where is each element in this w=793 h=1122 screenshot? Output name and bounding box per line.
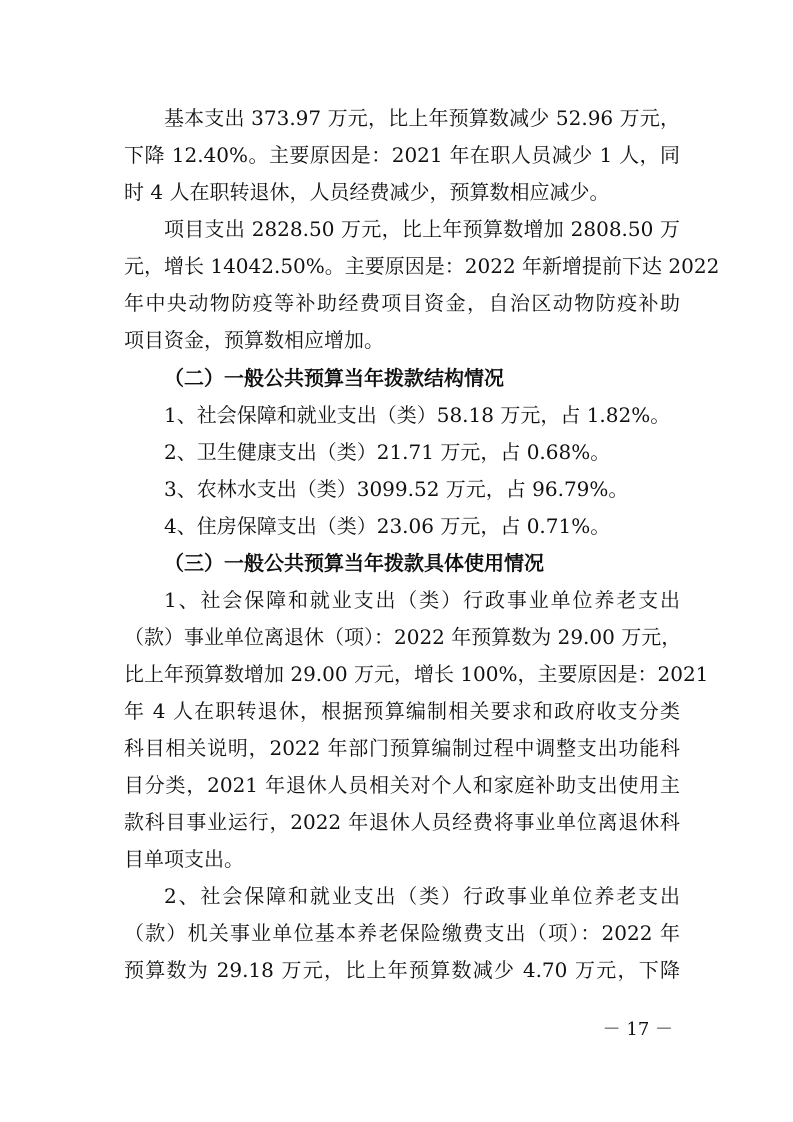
paragraph-line: 科目相关说明，2022 年部门预算编制过程中调整支出功能科 [124,736,680,760]
paragraph-line: 比上年预算数增加 29.00 万元，增长 100%，主要原因是：2021 [124,662,709,686]
paragraph-line: （款）事业单位离退休（项）：2022 年预算数为 29.00 万元， [124,625,682,649]
paragraph-line: 时 4 人在职转退休，人员经费减少，预算数相应减少。 [124,180,610,204]
paragraph-line: 目单项支出。 [124,847,244,871]
paragraph-line: 款科目事业运行，2022 年退休人员经费将事业单位离退休科 [124,810,680,834]
list-item: 2、卫生健康支出（类）21.71 万元，占 0.68%。 [164,440,611,464]
paragraph-line: 2、社会保障和就业支出（类）行政事业单位养老支出 [164,884,680,908]
paragraph-line: 项目资金，预算数相应增加。 [124,328,384,352]
paragraph-line: 预算数为 29.18 万元，比上年预算数减少 4.70 万元，下降 [124,958,680,982]
list-item: 1、社会保障和就业支出（类）58.18 万元，占 1.82%。 [164,403,671,427]
section-heading: （三）一般公共预算当年拨款具体使用情况 [164,551,544,575]
paragraph-line: （款）机关事业单位基本养老保险缴费支出（项）：2022 年 [124,921,680,945]
paragraph-line: 基本支出 373.97 万元，比上年预算数减少 52.96 万元， [164,106,680,130]
paragraph-line: 1、社会保障和就业支出（类）行政事业单位养老支出 [164,588,680,612]
paragraph-line: 元，增长 14042.50%。主要原因是：2022 年新增提前下达 2022 [124,254,720,278]
paragraph-line: 项目支出 2828.50 万元，比上年预算数增加 2808.50 万 [164,217,680,241]
paragraph-line: 年中央动物防疫等补助经费项目资金，自治区动物防疫补助 [124,291,680,315]
paragraph-line: 目分类，2021 年退休人员相关对个人和家庭补助支出使用主 [124,773,680,797]
section-heading: （二）一般公共预算当年拨款结构情况 [164,366,504,390]
list-item: 4、住房保障支出（类）23.06 万元，占 0.71%。 [164,514,611,538]
paragraph-line: 下降 12.40%。主要原因是：2021 年在职人员减少 1 人，同 [124,143,680,167]
paragraph-line: 年 4 人在职转退休，根据预算编制相关要求和政府收支分类 [124,699,680,723]
page-number: － 17 － [602,1019,673,1040]
list-item: 3、农林水支出（类）3099.52 万元，占 96.79%。 [164,477,629,501]
